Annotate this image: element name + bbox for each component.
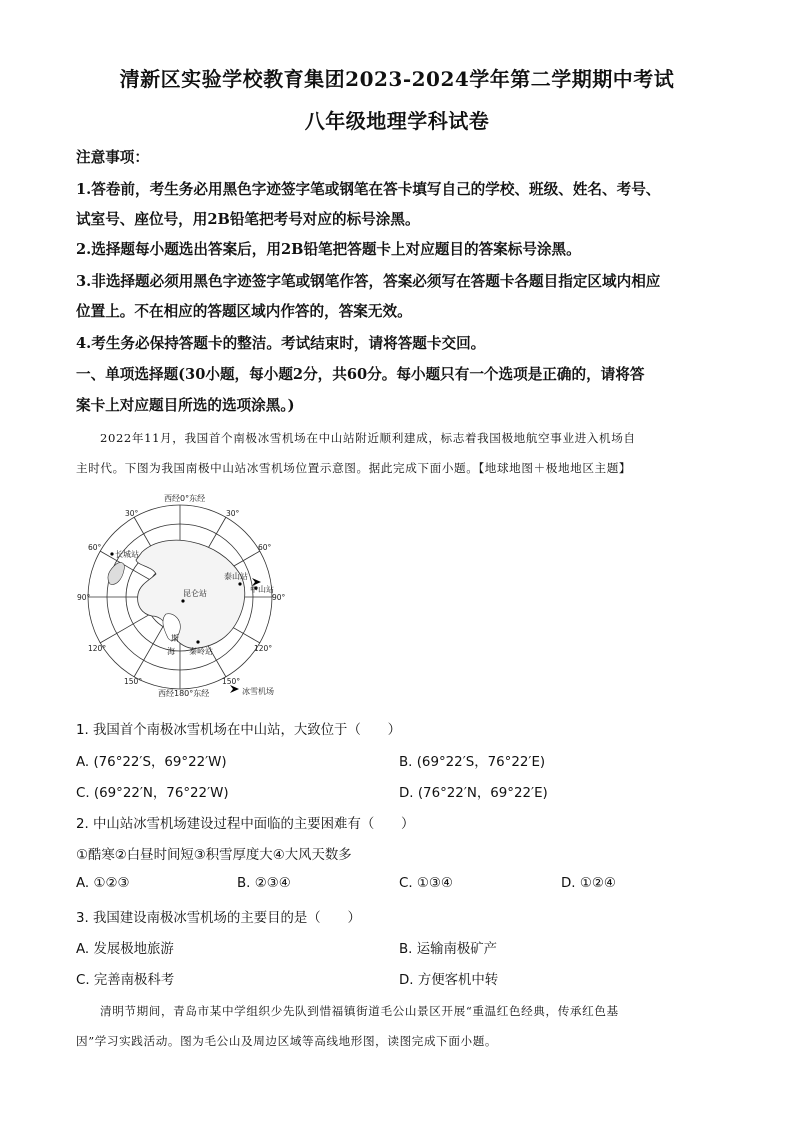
lon-label: 150° xyxy=(124,677,143,686)
exam-title: 清新区实验学校教育集团2023-2024学年第二学期期中考试 xyxy=(119,67,675,91)
station-label: 中山站 xyxy=(250,585,274,594)
q2-option-d[interactable]: D. ①②④ xyxy=(561,876,616,891)
lon-label: 30° xyxy=(125,509,139,518)
q2-option-a[interactable]: A. ①②③ xyxy=(76,876,130,891)
notice-line-3: 2.选择题每小题选出答案后，用2B铅笔把答题卡上对应题目的答案标号涂黑。 xyxy=(76,241,581,258)
antarctic-map xyxy=(77,488,286,700)
passage2-line-2: 因”学习实践活动。图为毛公山及周边区域等高线地形图，读图完成下面小题。 xyxy=(76,1034,498,1048)
lon-label: 90° xyxy=(77,593,91,602)
section-heading-1: 一、单项选择题(30小题，每小题2分，共60分。每小题只有一个选项是正确的，请将答 xyxy=(76,366,645,383)
map-legend-label: 冰雪机场 xyxy=(242,687,274,696)
station-label: 泰山站 xyxy=(224,572,248,581)
question-2-stem: 2. 中山站冰雪机场建设过程中面临的主要困难有（ ） xyxy=(76,817,415,832)
question-3-stem: 3. 我国建设南极冰雪机场的主要目的是（ ） xyxy=(76,911,361,926)
q2-option-b[interactable]: B. ②③④ xyxy=(237,876,291,891)
q3-option-b[interactable]: B. 运输南极矿产 xyxy=(399,942,498,957)
lon-label: 120° xyxy=(88,644,107,653)
station-label: 昆仑站 xyxy=(183,589,207,598)
q3-option-c[interactable]: C. 完善南极科考 xyxy=(76,973,175,988)
passage2-line-1: 清明节期间，青岛市某中学组织少先队到惜福镇街道毛公山景区开展“重温红色经典，传承红色基 xyxy=(100,1004,619,1018)
lon-label: 120° xyxy=(254,644,273,653)
exam-subtitle: 八年级地理学科试卷 xyxy=(304,109,490,133)
passage1-line-2: 主时代。下图为我国南极中山站冰雪机场位置示意图。据此完成下面小题。【地球地图＋极地地区主题】 xyxy=(76,461,632,475)
q3-option-a[interactable]: A. 发展极地旅游 xyxy=(76,942,174,957)
notice-line-4: 3.非选择题必须用黑色字迹签字笔或钢笔作答，答案必须写在答题卡各题目指定区域内相应 xyxy=(76,273,661,290)
passage1-line-1: 2022年11月，我国首个南极冰雪机场在中山站附近顺利建成，标志着我国极地航空事业进入机场自 xyxy=(100,431,636,445)
notice-line-5: 位置上。不在相应的答题区域内作答的，答案无效。 xyxy=(76,303,412,320)
notice-line-2: 试室号、座位号，用2B铅笔把考号对应的标号涂黑。 xyxy=(76,211,420,228)
notice-heading: 注意事项： xyxy=(76,149,149,166)
map-top-label: 西经0°东经 xyxy=(164,494,206,503)
map-bottom-label: 西经180°东经 xyxy=(158,689,210,698)
q1-option-b[interactable]: B. (69°22′S，76°22′E) xyxy=(399,755,546,770)
south-america-tip xyxy=(108,563,124,585)
q1-option-a[interactable]: A. (76°22′S，69°22′W) xyxy=(76,755,227,770)
q3-option-d[interactable]: D. 方便客机中转 xyxy=(399,973,499,988)
legend-airport-icon xyxy=(230,685,239,693)
question-2-statements: ①酷寒②白昼时间短③积雪厚度大④大风天数多 xyxy=(76,848,352,863)
q1-option-c[interactable]: C. (69°22′N，76°22′W) xyxy=(76,786,229,801)
lon-label: 60° xyxy=(258,543,272,552)
station-label: 秦岭站 xyxy=(189,647,213,656)
section-heading-2: 案卡上对应题目所选的选项涂黑。) xyxy=(76,397,295,414)
notice-line-1: 1.答卷前，考生务必用黑色字迹签字笔或钢笔在答卡填写自己的学校、班级、姓名、考号、 xyxy=(76,181,661,198)
lon-label: 30° xyxy=(226,509,240,518)
q1-option-d[interactable]: D. (76°22′N，69°22′E) xyxy=(399,786,548,801)
station-label: 长城站 xyxy=(115,550,139,559)
lon-label: 60° xyxy=(88,543,102,552)
sea-label: 斯 xyxy=(171,634,179,643)
q2-option-c[interactable]: C. ①③④ xyxy=(399,876,453,891)
notice-line-6: 4.考生务必保持答题卡的整洁。考试结束时，请将答题卡交回。 xyxy=(76,335,486,352)
lon-label: 90° xyxy=(272,593,286,602)
lon-label: 150° xyxy=(222,677,241,686)
sea-label: 海 xyxy=(167,647,175,656)
question-1-stem: 1. 我国首个南极冰雪机场在中山站，大致位于（ ） xyxy=(76,723,402,738)
